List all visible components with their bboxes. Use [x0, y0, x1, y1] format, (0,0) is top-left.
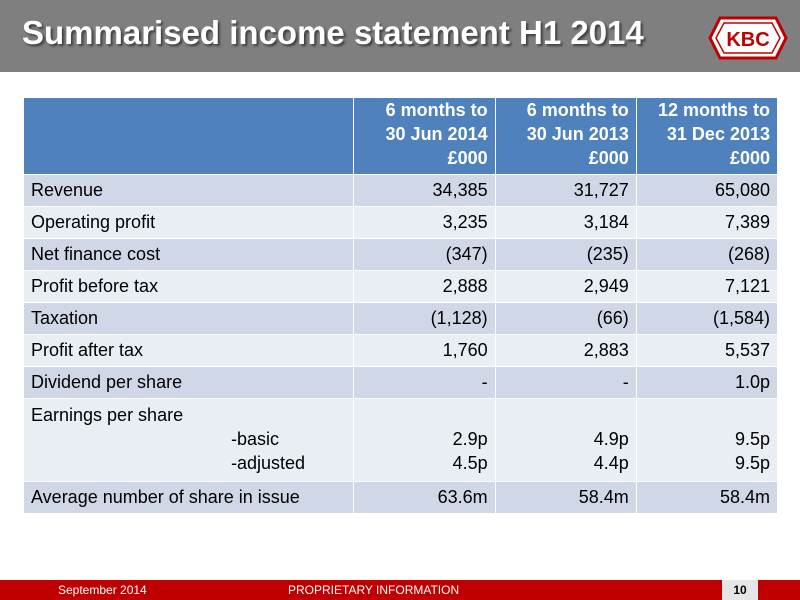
table-row-profit-after-tax: Profit after tax 1,760 2,883 5,537: [24, 335, 778, 367]
table-header-row: [24, 98, 778, 175]
table-row-profit-before-tax: Profit before tax 2,888 2,949 7,121: [24, 271, 778, 303]
table-row-taxation: Taxation (1,128) (66) (1,584): [24, 303, 778, 335]
table-row-average-shares: Average number of share in issue 63.6m 58.4m 58.4m: [24, 482, 778, 514]
header-h1-2013: 6 months to 30 Jun 2013 £000: [495, 98, 636, 175]
eps-basic-label: -basic: [231, 429, 280, 449]
kbc-logo: [708, 16, 788, 60]
table-row-revenue: Revenue 34,385 31,727 65,080: [24, 175, 778, 207]
table-row-net-finance-cost: Net finance cost (347) (235) (268): [24, 239, 778, 271]
table-row-operating-profit: Operating profit 3,235 3,184 7,389: [24, 207, 778, 239]
eps-label: Earnings per share: [31, 405, 184, 425]
title-bar: [0, 0, 800, 72]
page-number: 10: [722, 580, 758, 600]
income-statement-table: [23, 97, 778, 514]
eps-adjusted-label: -adjusted: [231, 453, 306, 473]
logo-text: KBC: [726, 29, 770, 51]
table-row-earnings-per-share: Earnings per share -basic -adjusted 2.9p 4.5p 4.9p 4.4p 9.5p 9.5p: [24, 399, 778, 482]
footer-proprietary: PROPRIETARY INFORMATION: [288, 583, 460, 597]
header-h1-2014: 6 months to 30 Jun 2014 £000: [354, 98, 495, 175]
footer-date: September 2014: [58, 583, 147, 597]
footer-bar: [0, 580, 800, 600]
table-row-dividend-per-share: Dividend per share - - 1.0p: [24, 367, 778, 399]
page-title: Summarised income statement H1 2014: [22, 14, 644, 51]
header-fy-2013: 12 months to 31 Dec 2013 £000: [636, 98, 777, 175]
header-label-cell: [24, 98, 354, 175]
